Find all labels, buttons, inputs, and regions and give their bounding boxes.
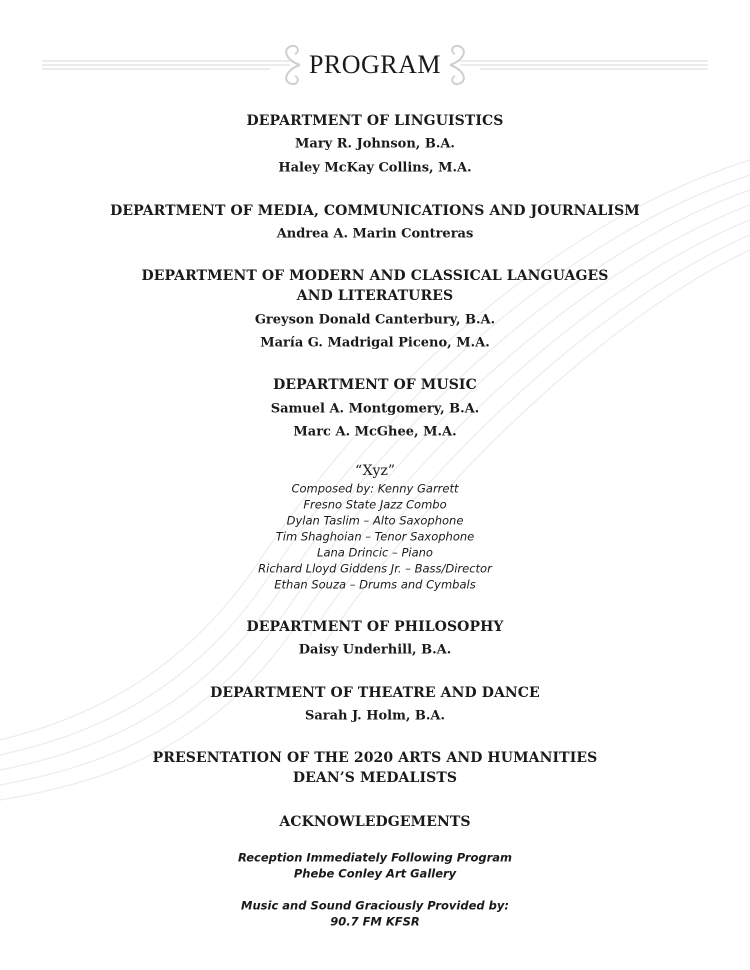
section-heading: DEPARTMENT OF MODERN AND CLASSICAL LANGUAGES (141, 268, 609, 284)
graduate-name: Mary R. Johnson, B.A. (295, 136, 455, 152)
acknowledgement-line: 90.7 FM KFSR (330, 914, 420, 929)
graduate-name: Greyson Donald Canterbury, B.A. (254, 312, 496, 328)
piece-credit: Tim Shaghoian – Tenor Saxophone (275, 529, 475, 544)
graduate-name: Andrea A. Marin Contreras (276, 226, 474, 242)
piece-credit: Dylan Taslim – Alto Saxophone (286, 513, 464, 528)
piece-credit: Composed by: Kenny Garrett (291, 481, 459, 496)
section-heading: PRESENTATION OF THE 2020 ARTS AND HUMANITIES (152, 750, 598, 766)
section-heading: DEPARTMENT OF MEDIA, COMMUNICATIONS AND JOURNALISM (110, 203, 640, 219)
piece-credit: Lana Drincic – Piano (317, 545, 433, 560)
piece-credit: Ethan Souza – Drums and Cymbals (274, 577, 476, 592)
section-heading: DEPARTMENT OF THEATRE AND DANCE (210, 685, 540, 701)
section-heading: ACKNOWLEDGEMENTS (279, 814, 471, 830)
graduate-name: Haley McKay Collins, M.A. (278, 160, 472, 176)
section-heading: DEPARTMENT OF PHILOSOPHY (246, 619, 504, 635)
piece-title: “Xyz” (355, 463, 395, 479)
graduate-name: María G. Madrigal Piceno, M.A. (260, 335, 490, 351)
graduate-name: Marc A. McGhee, M.A. (293, 424, 457, 440)
section-heading: DEPARTMENT OF MUSIC (273, 377, 477, 393)
swoosh-lines-decoration (0, 160, 750, 800)
graduate-name: Daisy Underhill, B.A. (298, 642, 452, 658)
acknowledgement-line: Reception Immediately Following Program (237, 850, 513, 865)
graduate-name: Sarah J. Holm, B.A. (304, 708, 446, 724)
graduate-name: Samuel A. Montgomery, B.A. (270, 401, 480, 417)
section-heading: DEAN’S MEDALISTS (292, 770, 458, 786)
section-heading: DEPARTMENT OF LINGUISTICS (246, 113, 504, 129)
acknowledgement-line: Phebe Conley Art Gallery (293, 866, 457, 881)
section-heading: AND LITERATURES (296, 288, 454, 304)
piece-credit: Richard Lloyd Giddens Jr. – Bass/Director (258, 561, 492, 576)
page-title: PROGRAM (308, 50, 442, 79)
acknowledgement-line: Music and Sound Graciously Provided by: (241, 898, 509, 913)
piece-credit: Fresno State Jazz Combo (303, 497, 447, 512)
